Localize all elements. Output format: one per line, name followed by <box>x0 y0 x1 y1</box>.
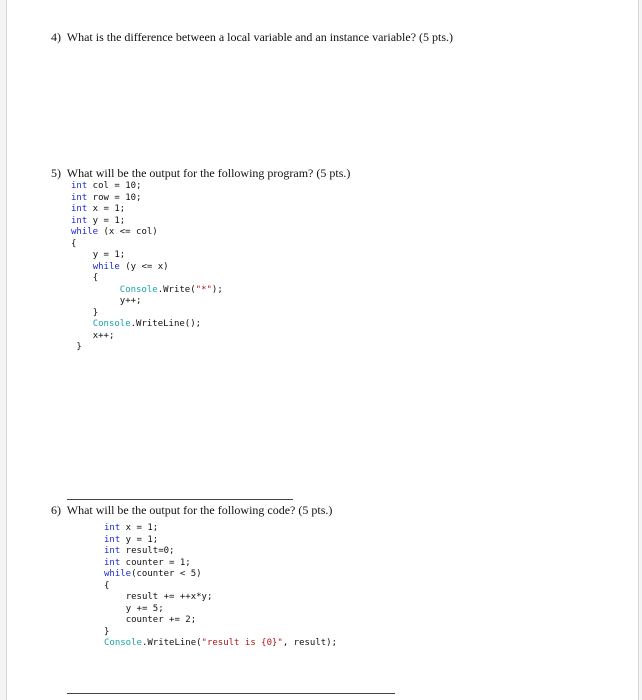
q6-code-block <box>104 523 337 650</box>
q6-decl-counter: int counter = 1; <box>104 557 191 568</box>
q5-console-write: Console.Write("*"); <box>119 284 223 295</box>
question-4: 4) What is the difference between a local variable and an instance variable? (5 pts.) <box>51 30 454 44</box>
q6-while: while(counter < 5) <box>104 569 202 579</box>
question-6: 6) What will be the output for the following code? (5 pts.) <box>51 503 333 517</box>
q6-decl-x: int x = 1; <box>104 523 159 533</box>
q6-body-result: result += ++x*y; <box>125 592 213 602</box>
q6-body-counter: counter += 2; <box>125 615 197 625</box>
q6-close-brace: } <box>104 626 110 637</box>
worksheet-page <box>6 0 639 700</box>
q5-inner-while: while (y <= x) <box>92 261 169 272</box>
q5-open-brace-2: { <box>92 273 99 283</box>
answer-line-5 <box>67 499 293 500</box>
q5-close-brace-2: } <box>92 307 99 318</box>
q6-console-writeline: Console.WriteLine("result is {0}", result); <box>104 638 338 648</box>
q5-y-reset: y = 1; <box>92 250 126 260</box>
q5-console-writeline: Console.WriteLine(); <box>92 319 202 329</box>
q5-code-block <box>71 181 223 354</box>
q6-decl-result: int result=0; <box>104 546 175 556</box>
q5-open-brace-1: { <box>71 238 77 249</box>
q5-x-increment: x++; <box>92 330 115 341</box>
q5-y-increment: y++; <box>119 296 142 306</box>
q6-decl-y: int y = 1; <box>104 534 159 545</box>
q5-decl-x: int x = 1; <box>71 204 126 214</box>
q5-decl-row: int row = 10; <box>71 192 142 203</box>
answer-line-6 <box>67 693 395 694</box>
q6-open-brace: { <box>104 580 110 591</box>
q6-body-y: y += 5; <box>125 603 164 614</box>
q5-decl-col: int col = 10; <box>71 181 142 191</box>
question-5: 5) What will be the output for the following program? (5 pts.) <box>51 166 351 180</box>
q5-decl-y: int y = 1; <box>71 215 126 226</box>
q5-close-brace-1: } <box>76 342 82 352</box>
q5-outer-while: while (x <= col) <box>71 227 158 237</box>
